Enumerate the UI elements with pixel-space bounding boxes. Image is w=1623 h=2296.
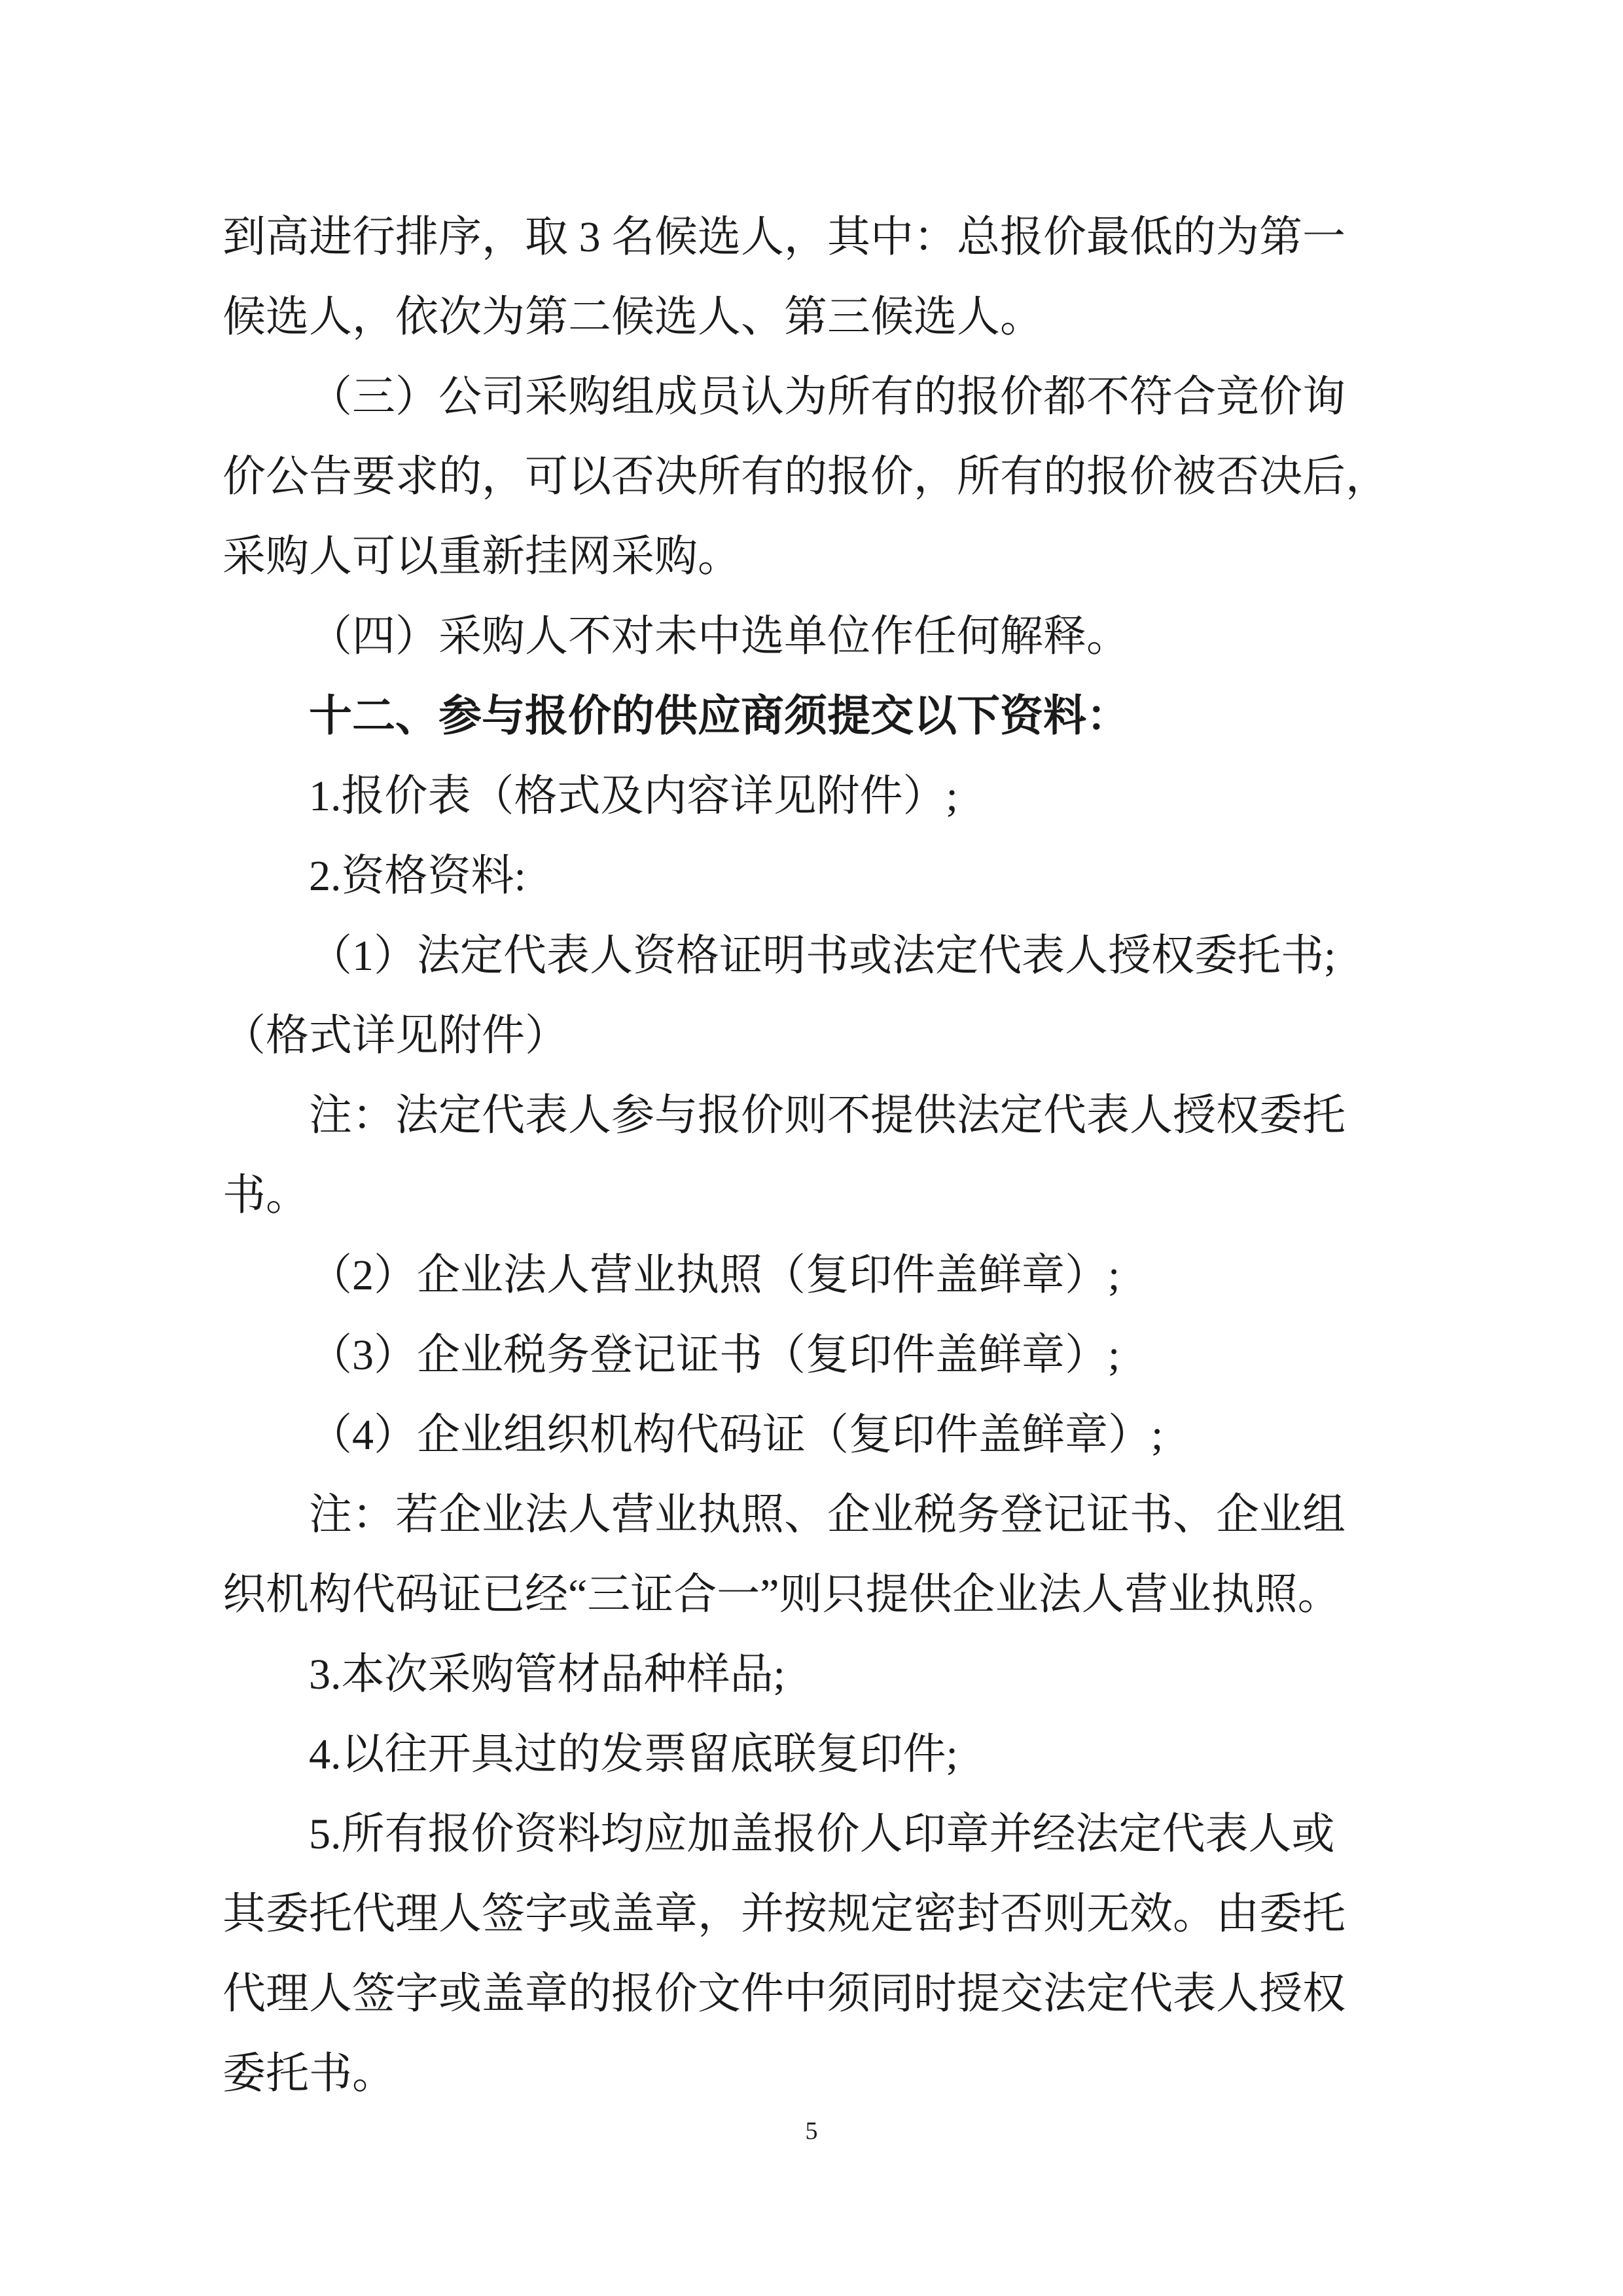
text-line-14: （2）企业法人营业执照（复印件盖鲜章）; <box>309 1251 1120 1299</box>
page-number: 5 <box>805 2117 818 2145</box>
text-line-1: 到高进行排序，取 3 名候选人，其中：总报价最低的为第一 <box>223 213 1346 261</box>
text-line-13: 书。 <box>223 1172 309 1219</box>
text-line-23: 代理人签字或盖章的报价文件中须同时提交法定代表人授权 <box>223 1970 1346 2018</box>
text-line-5: 采购人可以重新挂网采购。 <box>223 533 741 581</box>
text-line-4: 价公告要求的，可以否决所有的报价，所有的报价被否决后， <box>223 453 1389 501</box>
text-line-2: 候选人，依次为第二候选人、第三候选人。 <box>223 293 1043 341</box>
text-line-6: （四）采购人不对未中选单位作任何解释。 <box>309 613 1130 660</box>
text-line-19: 3.本次采购管材品种样品; <box>309 1651 785 1698</box>
text-line-24: 委托书。 <box>223 2050 395 2098</box>
text-line-18: 织机构代码证已经“三证合一”则只提供企业法人营业执照。 <box>223 1571 1341 1619</box>
text-line-3: （三）公司采购组成员认为所有的报价都不符合竞价询 <box>309 373 1346 421</box>
section-heading: 十二、参与报价的供应商须提交以下资料： <box>309 692 1130 740</box>
text-line-15: （3）企业税务登记证书（复印件盖鲜章）; <box>309 1331 1120 1379</box>
text-line-10: （1）法定代表人资格证明书或法定代表人授权委托书; <box>309 932 1336 980</box>
text-line-12: 注：法定代表人参与报价则不提供法定代表人授权委托 <box>309 1092 1346 1139</box>
text-line-17: 注：若企业法人营业执照、企业税务登记证书、企业组 <box>309 1491 1346 1539</box>
text-line-16: （4）企业组织机构代码证（复印件盖鲜章）; <box>309 1411 1164 1459</box>
document-body <box>223 198 1389 2114</box>
text-line-9: 2.资格资料: <box>309 852 526 900</box>
text-line-11: （格式详见附件） <box>223 1012 568 1060</box>
text-line-21: 5.所有报价资料均应加盖报价人印章并经法定代表人或 <box>309 1810 1335 1858</box>
text-line-22: 其委托代理人签字或盖章，并按规定密封否则无效。由委托 <box>223 1890 1346 1938</box>
text-line-8: 1.报价表（格式及内容详见附件）; <box>309 772 958 820</box>
text-line-20: 4.以往开具过的发票留底联复印件; <box>309 1731 958 1778</box>
